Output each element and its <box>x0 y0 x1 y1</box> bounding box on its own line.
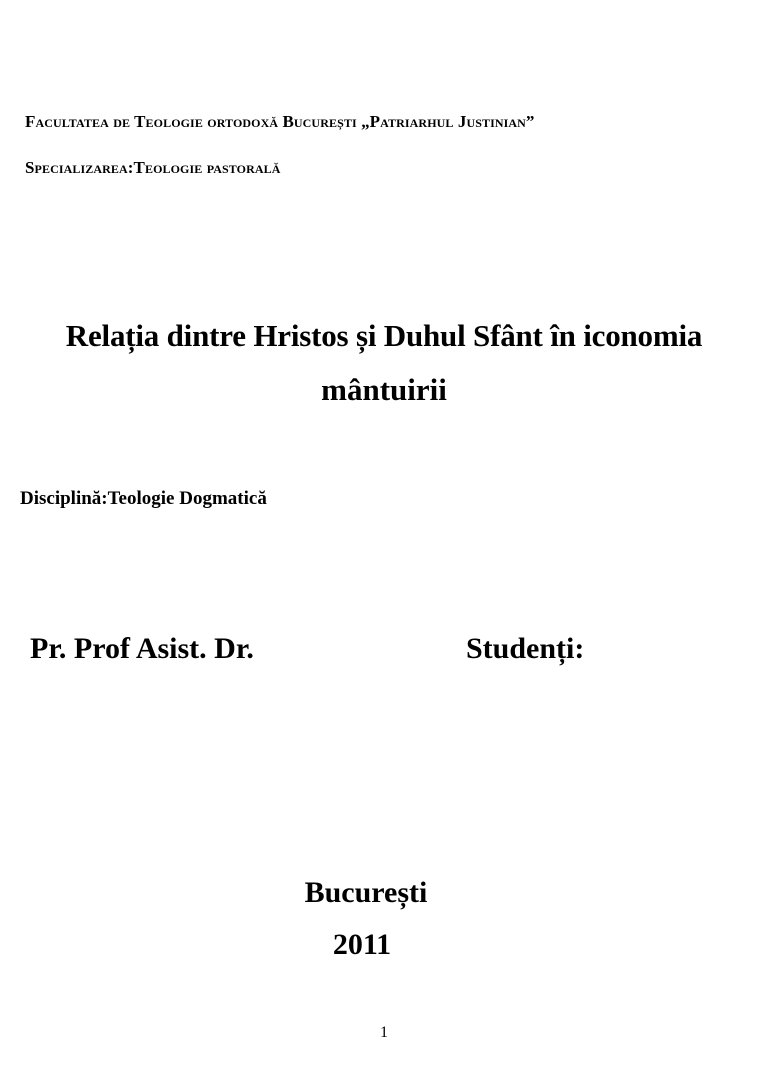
faculty-heading: Facultatea de Teologie ortodoxă București „Patriarhul Justinian” <box>25 112 535 131</box>
specialization-heading: Specializarea:Teologie pastorală <box>25 158 281 177</box>
year-label: 2011 <box>332 928 392 961</box>
document-title-line-2: mântuirii <box>321 372 447 407</box>
professor-label: Pr. Prof Asist. Dr. <box>30 632 254 665</box>
city-label: București <box>304 876 428 909</box>
discipline-label: Disciplină:Teologie Dogmatică <box>20 488 267 509</box>
page-number: 1 <box>380 1024 388 1041</box>
students-label: Studenți: <box>466 632 585 665</box>
document-title-line-1: Relația dintre Hristos și Duhul Sfânt în iconomia <box>65 318 703 353</box>
